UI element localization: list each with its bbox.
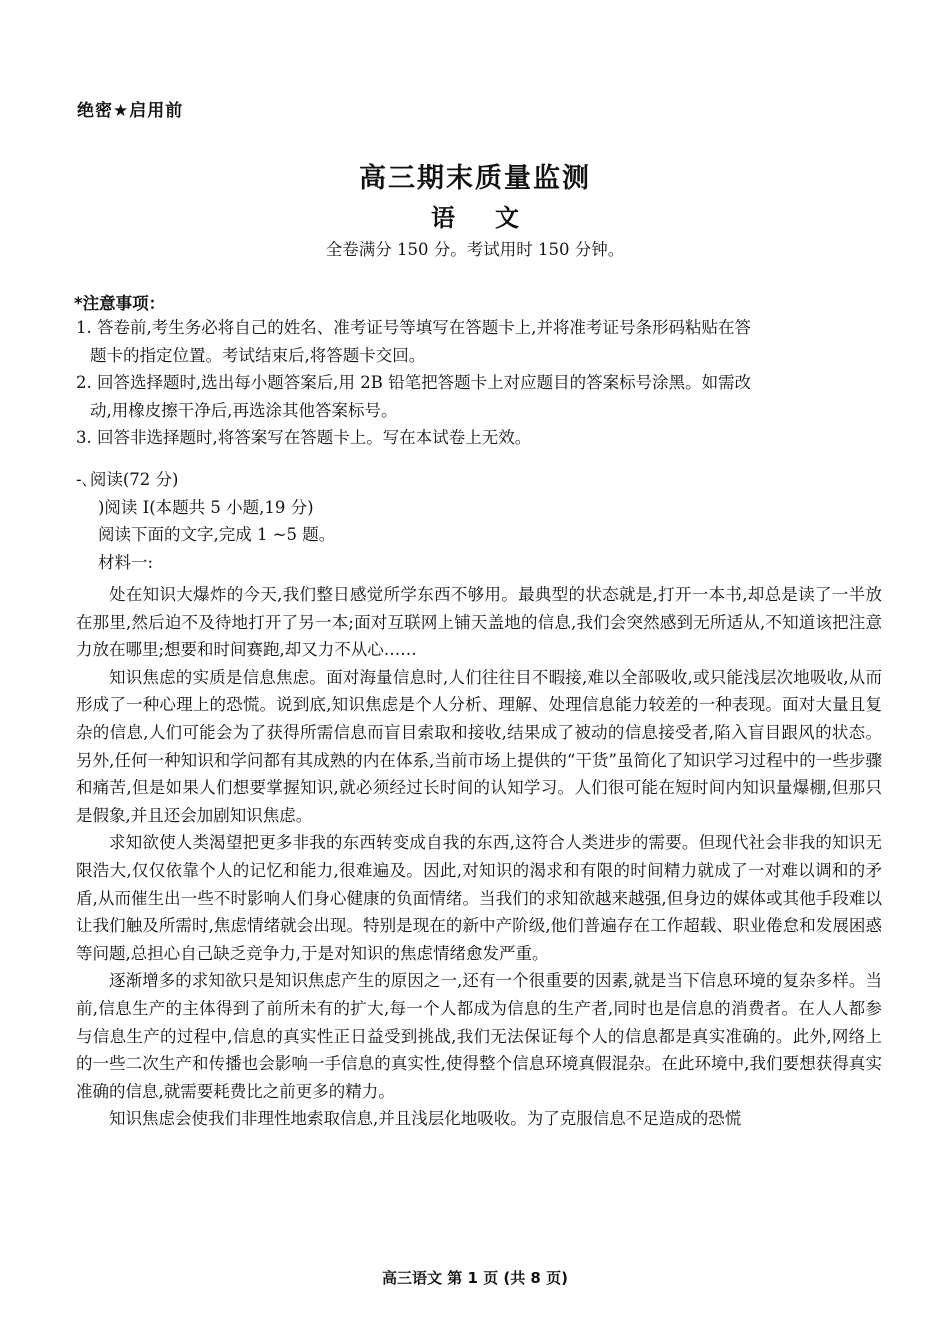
material-label: 材料一:	[98, 552, 154, 572]
notice-item-2	[76, 369, 882, 424]
notice-item-1-line-1: 1. 答卷前,考生务必将自己的姓名、准考证号等填写在答题卡上,并将准考证号条形码粘贴在答	[76, 318, 751, 337]
reading-section-header	[76, 466, 882, 576]
score-line: 全卷满分 150 分。考试用时 150 分钟。	[325, 240, 625, 259]
notice-item-3	[76, 424, 882, 452]
subject-char-2: 文	[495, 204, 519, 232]
passage-paragraph-1: 处在知识大爆炸的今天,我们整日感觉所学东西不够用。最典型的状态就是,打开一本书,却总是读了一半放在那里,然后迫不及待地打开了另一本;面对互联网上铺天盖地的信息,我们会突然感到无所适从,不知道该把注意力放在哪里;想要和时间赛跑,却又力不从心……	[76, 585, 882, 660]
subject-title	[0, 198, 950, 233]
passage-paragraph-4: 逐渐增多的求知欲只是知识焦虑产生的原因之一,还有一个很重要的因素,就是当下信息环境的复杂多样。当前,信息生产的主体得到了前所未有的扩大,每一个人都成为信息的生产者,同时也是信息的消费者。在人人都参与信息生产的过程中,信息的真实性正日益受到挑战,我们无法保证每个人的信息都是真实准确的。此外,网络上的一些二次生产和传播也会影响一手信息的真实性,使得整个信息环境真假混杂。在此环境中,我们要想获得真实准确的信息,就需要耗费比之前更多的精力。	[76, 971, 882, 1101]
page-footer: 高三语文 第 1 页 (共 8 页)	[382, 1269, 568, 1287]
passage-paragraph-5: 知识焦虑会使我们非理性地索取信息,并且浅层化地吸收。为了克服信息不足造成的恐慌	[109, 1109, 742, 1129]
notice-item-3-line-1: 3. 回答非选择题时,将答案写在答题卡上。写在本试卷上无效。	[76, 428, 532, 448]
passage-paragraph-3: 求知欲使人类渴望把更多非我的东西转变成自我的东西,这符合人类进步的需要。但现代社会非我的知识无限浩大,仅仅依靠个人的记忆和能力,很难遍及。因此,对知识的渴求和有限的时间精力就成了一对难以调和的矛盾,从而催生出一些不时影响人们身心健康的负面情绪。当我们的求知欲越来越强,但身边的媒体或其他手段难以让我们触及所需时,焦虑情绪就会出现。特别是现在的新中产阶级,他们普遍存在工作超载、职业倦怠和发展困惑等问题,总担心自己缺乏竞争力,于是对知识的焦虑情绪愈发严重。	[76, 833, 882, 963]
passage	[76, 581, 882, 1133]
notice-item-1-line-2: 题卡的指定位置。考试结束后,将答题卡交回。	[90, 345, 426, 365]
notice-item-1	[76, 314, 882, 369]
secret-mark: 绝密★启用前	[77, 101, 184, 121]
notice-item-2-line-1: 2. 回答选择题时,选出每小题答案后,用 2B 铅笔把答题卡上对应题目的答案标号涂黑。如需改	[76, 373, 752, 393]
notice-heading: *注意事项：	[74, 294, 166, 313]
notice-list	[76, 314, 882, 452]
instruction: 阅读下面的文字,完成 1 ~5 题。	[98, 525, 336, 545]
notice-item-2-line-2: 动,用橡皮擦干净后,再选涂其他答案标号。	[90, 400, 398, 420]
sub-heading: )阅读 I(本题共 5 小题,19 分)	[98, 497, 314, 517]
part-heading: -､阅读(72 分)	[76, 470, 179, 489]
exam-title: 高三期末质量监测	[359, 163, 591, 194]
subject-char-1: 语	[431, 204, 455, 232]
passage-paragraph-2: 知识焦虑的实质是信息焦虑。面对海量信息时,人们往往目不暇接,难以全部吸收,或只能浅层次地吸收,从而形成了一种心理上的恐慌。说到底,知识焦虑是个人分析、理解、处理信息能力较差的一种表现。面对大量且复杂的信息,人们可能会为了获得所需信息而盲目索取和接收,结果成了被动的信息接受者,陷入盲目跟风的状态。另外,任何一种知识和学问都有其成熟的内在体系,当前市场上提供的“干货”虽简化了知识学习过程中的一些步骤和痛苦,但是如果人们想要掌握知识,就必须经过长时间的认知学习。人们很可能在短时间内知识量爆棚,但那只是假象,并且还会加剧知识焦虑。	[76, 667, 882, 825]
